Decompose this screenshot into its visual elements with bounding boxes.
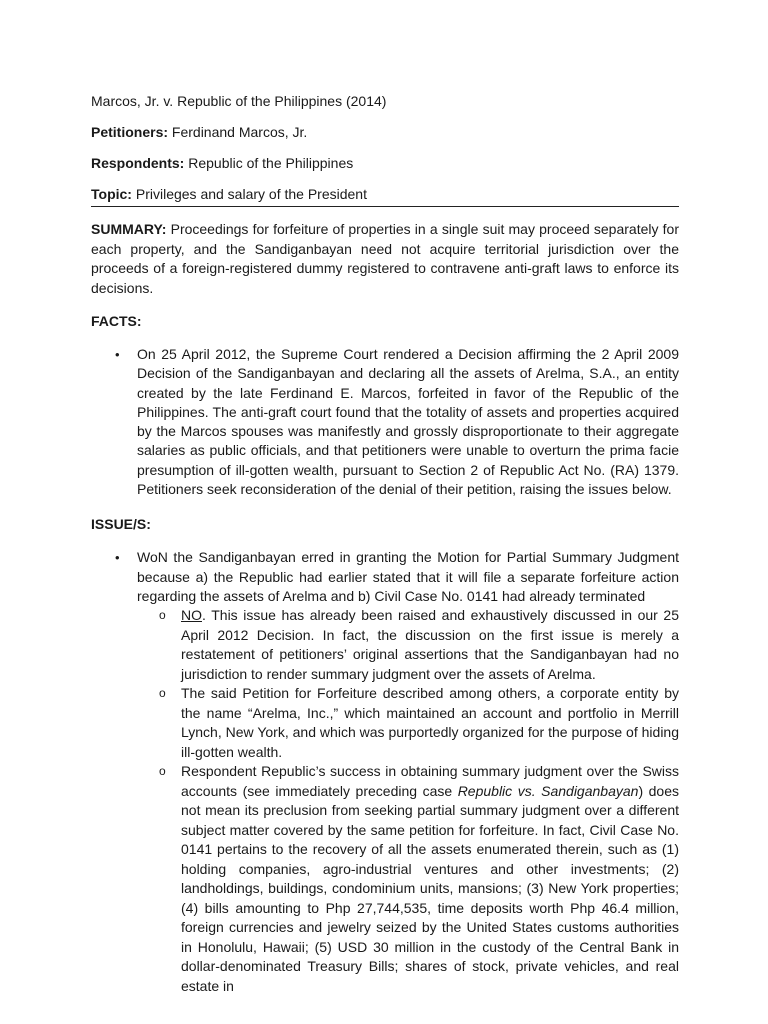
sub-item-summary-judgment — [91, 762, 679, 996]
hollow-bullet-icon: o — [159, 686, 166, 701]
issues-heading: ISSUE/S: — [91, 516, 151, 533]
issues-list — [91, 548, 679, 996]
hollow-bullet-icon: o — [159, 608, 166, 623]
facts-item — [91, 345, 679, 499]
respondents-value: Republic of the Philippines — [188, 155, 354, 171]
respondents-line — [91, 154, 679, 173]
document-page — [91, 92, 679, 996]
case-title: Marcos, Jr. v. Republic of the Philippines (2014) — [91, 93, 387, 109]
answer-no: NO — [181, 607, 202, 624]
respondents-label: Respondents: — [91, 155, 185, 171]
sub-item-text — [181, 606, 679, 684]
petitioners-label: Petitioners: — [91, 124, 169, 140]
hollow-bullet-icon: o — [159, 764, 166, 779]
summary-text: Proceedings for forfeiture of properties in a single suit may proceed separately for each property, and the Sandiganbayan need not acquire territorial jurisdiction over the proceeds of a foreign-registered dummy registered to contravene anti-graft laws to enforce its decisions. — [91, 221, 679, 296]
sub-item-text: The said Petition for Forfeiture described among others, a corporate entity by the name “Arelma, Inc.,” which maintained an account and portfolio in Merrill Lynch, New York, and which was purportedly organized for the purpose of hiding ill-gotten wealth. — [181, 685, 679, 760]
summary-paragraph — [91, 220, 679, 298]
sub-item-petition — [91, 684, 679, 762]
topic-label: Topic: — [91, 186, 132, 202]
petitioners-value: Ferdinand Marcos, Jr. — [171, 124, 308, 140]
issue-sub-list-wrapper — [91, 606, 679, 996]
issue-item-text: WoN the Sandiganbayan erred in granting the Motion for Partial Summary Judgment because a) the Republic had earlier stated that it will file a separate forfeiture action regarding the assets of Arelma and b) Civil Case No. 0141 had already terminated — [137, 549, 679, 604]
facts-list — [91, 345, 679, 499]
text-before-case: Respondent Republic’s success in obtaining summary judgment over the Swiss accounts (see immediately preceding case — [181, 763, 679, 799]
summary-label: SUMMARY: — [91, 221, 167, 237]
petitioners-line — [91, 123, 679, 142]
answer-explanation: . This issue has already been raised and exhaustively discussed in our 25 April 2012 Decision. In fact, the discussion on the first issue is merely a restatement of petitioners’ original assertions that the Sandiganbayan had no jurisdiction to render summary judgment over the assets of Arelma. — [181, 607, 679, 682]
bullet-icon: • — [115, 550, 120, 566]
bullet-icon: • — [115, 347, 120, 362]
case-citation: Republic vs. Sandiganbayan — [457, 782, 639, 799]
issue-sub-list — [91, 606, 679, 996]
sub-item-text — [181, 762, 679, 996]
text-after-case: ) does not mean its preclusion from seeking partial summary judgment over a different subject matter covered by the same petition for forfeiture. In fact, Civil Case No. 0141 pertains to the recovery of all the assets enumerated therein, such as (1) holding companies, agro-industrial ventures and other investments; (2) landholdings, buildings, condominium units, mansions; (3) New York properties; (4) bills amounting to Php 27,744,535, time deposits worth Php 46.4 million, foreign currencies and jewelry seized by the United States customs authorities in Honolulu, Hawaii; (5) USD 30 million in the custody of the Central Bank in dollar-denominated Treasury Bills; shares of stock, private vehicles, and real estate in — [181, 782, 679, 994]
issue-item — [91, 548, 679, 996]
facts-heading: FACTS: — [91, 313, 142, 329]
topic-line — [91, 185, 679, 207]
facts-item-text: On 25 April 2012, the Supreme Court rendered a Decision affirming the 2 April 2009 Decision of the Sandiganbayan and declaring all the assets of Arelma, S.A., an entity created by the late Ferdinand E. Marcos, forfeited in favor of the Republic of the Philippines. The anti-graft court found that the totality of assets and properties acquired by the Marcos spouses was manifestly and grossly disproportionate to their aggregate salaries as public officials, and that petitioners were unable to overturn the prima facie presumption of ill-gotten wealth, pursuant to Section 2 of Republic Act No. (RA) 1379. Petitioners seek reconsideration of the denial of their petition, raising the issues below. — [137, 346, 679, 498]
sub-item-answer — [91, 606, 679, 684]
topic-value: Privileges and salary of the President — [135, 186, 367, 202]
